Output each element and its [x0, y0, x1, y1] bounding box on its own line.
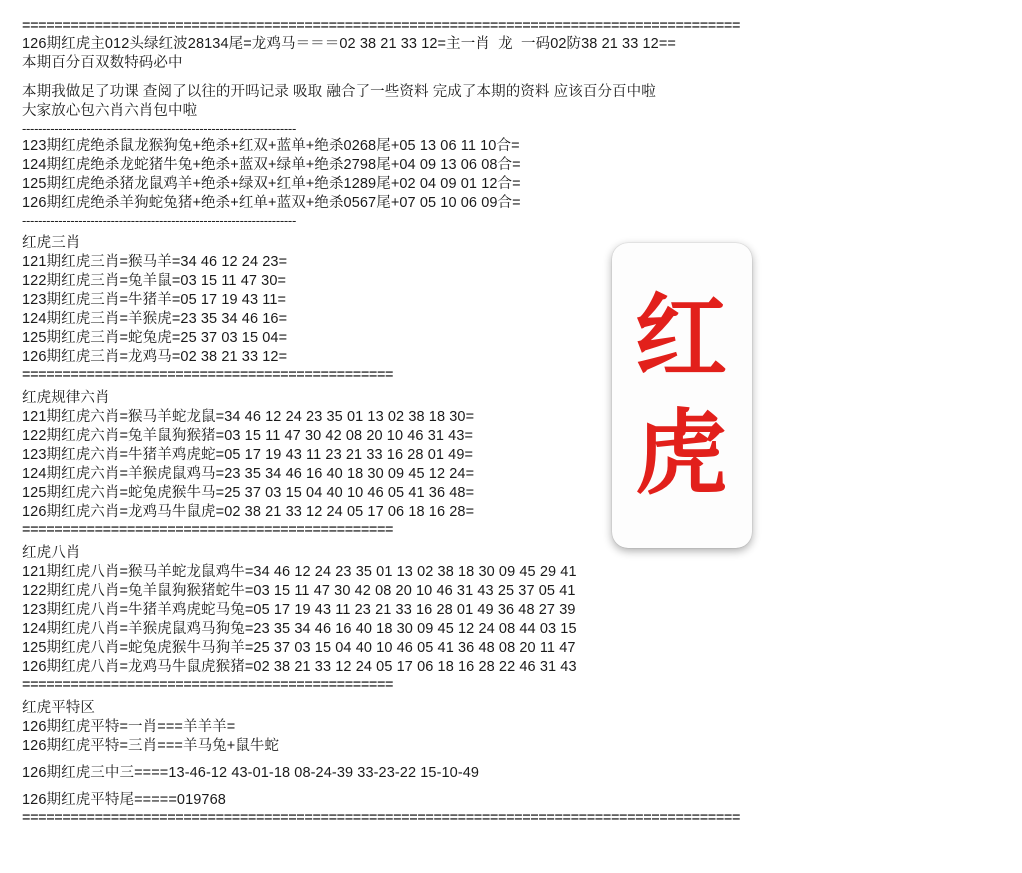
baxiao-row: 123期红虎八肖=牛猪羊鸡虎蛇马兔=05 17 19 43 11 23 21 33 16 28 01 49 36 48 27 39: [22, 602, 576, 618]
baxiao-row: 126期红虎八肖=龙鸡马牛鼠虎猴猪=02 38 21 33 12 24 05 17 06 18 16 28 22 46 31 43: [22, 659, 577, 675]
header-line-2: 本期百分百双数特码必中: [22, 55, 183, 71]
header-line-1: 126期红虎主012头绿红波28134尾=龙鸡马＝＝＝02 38 21 33 12=主一肖 龙 一码02防38 21 33 12==: [22, 36, 676, 52]
sanxiao-row: 122期红虎三肖=兔羊鼠=03 15 11 47 30=: [22, 273, 287, 289]
hong-hu-logo-card: [612, 243, 752, 548]
section-title-sanxiao: 红虎三肖: [22, 235, 81, 251]
sanxiao-row: 125期红虎三肖=蛇兔虎=25 37 03 15 04=: [22, 330, 288, 346]
separator-sanxiao: ==============================================: [22, 367, 394, 383]
kill-line-2: 124期红虎绝杀龙蛇猪牛兔+绝杀+蓝双+绿单+绝杀2798尾+04 09 13 06 08合=: [22, 157, 521, 173]
spacer: [22, 73, 982, 83]
logo-char-bottom: 虎: [634, 399, 729, 507]
separator-bottom: =========================================================================================: [22, 810, 741, 826]
kill-line-3: 125期红虎绝杀猪龙鼠鸡羊+绝杀+绿双+红单+绝杀1289尾+02 04 09 01 12合=: [22, 176, 521, 192]
spacer: [22, 783, 982, 791]
liuxiao-row: 121期红虎六肖=猴马羊蛇龙鼠=34 46 12 24 23 35 01 13 02 38 18 30=: [22, 409, 475, 425]
baxiao-row: 121期红虎八肖=猴马羊蛇龙鼠鸡牛=34 46 12 24 23 35 01 13 02 38 18 30 09 45 29 41: [22, 564, 577, 580]
logo-char-top: 红: [634, 283, 729, 391]
sanxiao-row: 126期红虎三肖=龙鸡马=02 38 21 33 12=: [22, 349, 288, 365]
section-title-pingte: 红虎平特区: [22, 700, 95, 716]
kill-line-1: 123期红虎绝杀鼠龙猴狗兔+绝杀+红双+蓝单+绝杀0268尾+05 13 06 11 10合=: [22, 138, 520, 154]
section-title-baxiao: 红虎八肖: [22, 545, 81, 561]
pingte-row: 126期红虎平特=三肖===羊马兔+鼠牛蛇: [22, 738, 280, 754]
sanxiao-row: 123期红虎三肖=牛猪羊=05 17 19 43 11=: [22, 292, 287, 308]
kill-line-4: 126期红虎绝杀羊狗蛇兔猪+绝杀+红单+蓝双+绝杀0567尾+07 05 10 06 09合=: [22, 195, 521, 211]
baxiao-row: 125期红虎八肖=蛇兔虎猴牛马狗羊=25 37 03 15 04 40 10 46 05 41 36 48 08 20 11 47: [22, 640, 576, 656]
sanxiao-row: 124期红虎三肖=羊猴虎=23 35 34 46 16=: [22, 311, 288, 327]
liuxiao-row: 122期红虎六肖=兔羊鼠狗猴猪=03 15 11 47 30 42 08 20 10 46 31 43=: [22, 428, 474, 444]
intro-line-1: 本期我做足了功课 查阅了以往的开吗记录 吸取 融合了一些资料 完成了本期的资料 应该百分百中啦: [22, 84, 656, 100]
dash-divider-2: --------------------------------------------------------------------: [22, 213, 296, 228]
intro-line-2: 大家放心包六肖六肖包中啦: [22, 103, 198, 119]
pingte-row: 126期红虎三中三====13-46-12 43-01-18 08-24-39 33-23-22 15-10-49: [22, 765, 480, 781]
separator-baxiao: ==============================================: [22, 677, 394, 693]
separator-top: =========================================================================================: [22, 18, 741, 34]
sanxiao-row: 121期红虎三肖=猴马羊=34 46 12 24 23=: [22, 254, 288, 270]
liuxiao-row: 126期红虎六肖=龙鸡马牛鼠虎=02 38 21 33 12 24 05 17 06 18 16 28=: [22, 504, 475, 520]
pingte-row: 126期红虎平特尾=====019768: [22, 792, 226, 808]
liuxiao-row: 124期红虎六肖=羊猴虎鼠鸡马=23 35 34 46 16 40 18 30 09 45 12 24=: [22, 466, 475, 482]
baxiao-row: 124期红虎八肖=羊猴虎鼠鸡马狗兔=23 35 34 46 16 40 18 30 09 45 12 24 08 44 03 15: [22, 621, 577, 637]
baxiao-row: 122期红虎八肖=兔羊鼠狗猴猪蛇牛=03 15 11 47 30 42 08 20 10 46 31 43 25 37 05 41: [22, 583, 576, 599]
liuxiao-row: 125期红虎六肖=蛇兔虎猴牛马=25 37 03 15 04 40 10 46 05 41 36 48=: [22, 485, 475, 501]
dash-divider-1: --------------------------------------------------------------------: [22, 121, 296, 136]
liuxiao-row: 123期红虎六肖=牛猪羊鸡虎蛇=05 17 19 43 11 23 21 33 16 28 01 49=: [22, 447, 474, 463]
spacer: [22, 756, 982, 764]
document-content: [22, 18, 982, 827]
pingte-row: 126期红虎平特=一肖===羊羊羊=: [22, 719, 236, 735]
separator-liuxiao: ==============================================: [22, 522, 394, 538]
section-title-liuxiao: 红虎规律六肖: [22, 390, 110, 406]
